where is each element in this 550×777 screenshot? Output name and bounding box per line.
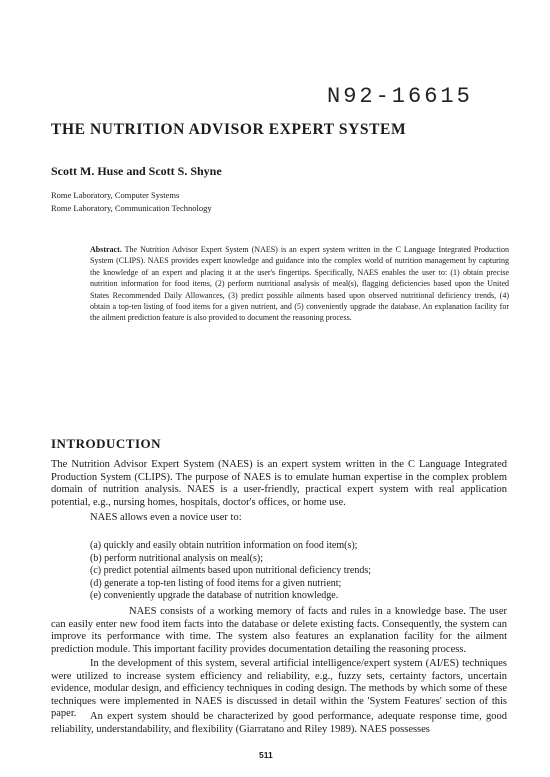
list-item: (b) perform nutritional analysis on meal(s); (90, 552, 264, 564)
list-item: (d) generate a top-ten listing of food items for a given nutrient; (90, 577, 342, 589)
intro-paragraph-5 (51, 711, 507, 736)
abstract-text: The Nutrition Advisor Expert System (NAES) is an expert system written in the C Language Integrated Production System (CLIPS). NAES provides expert knowledge and guidance into the complex world of nutrition management by capturing the knowledge of an expert and placing it at the user's fingertips. Specifically, NAES enables the user to: (1) obtain precise nutrition information for food items, (2) perform nutritional analysis of meal(s), flagging deficiencies based upon the United States Recommended Daily Allowances, (3) predict possible ailments based upon observed nutritional deficiency trends, (4) obtain a top-ten listing of food items for a given nutrient, and (5) conveniently upgrade the database. An explanation facility for the ailment prediction feature is also provided to document the reasoning process. (90, 245, 509, 323)
capabilities-list (90, 540, 510, 603)
authors: Scott M. Huse and Scott S. Shyne (51, 164, 222, 178)
affiliation-2: Rome Laboratory, Communication Technology (51, 203, 212, 213)
intro-paragraph-3-text: NAES consists of a working memory of facts and rules in a knowledge base. The user can easily enter new food item facts into the database or delete existing facts. Consequently, the system can improve its performance with time. The system also features an explanation facility for the ailment prediction module. This important facility provides documentation detailing the reasoning process. (51, 606, 507, 655)
intro-paragraph-5-text: An expert system should be characterized by good performance, adequate response time, good reliability, understandability, and flexibility (Giarratano and Riley 1989). NAES possesses (51, 711, 507, 735)
intro-paragraph-4-text: In the development of this system, several artificial intelligence/expert system (AI/ES) techniques were utilized to increase system efficiency and reliability, e.g., fuzzy sets, certainty factors, uncertain evidence, modular design, and efficiency techniques in coding design. The methods by which some of these techniques were implemented in NAES is discussed in detail within the 'System Features' section of this paper. (51, 658, 507, 719)
intro-paragraph-2: NAES allows even a novice user to: (90, 512, 242, 523)
abstract (90, 244, 509, 324)
list-item: (a) quickly and easily obtain nutrition information on food item(s); (90, 540, 358, 551)
page-number: 511 (259, 750, 273, 760)
section-heading-introduction: INTRODUCTION (51, 436, 162, 451)
intro-paragraph-1: The Nutrition Advisor Expert System (NAES) is an expert system written in the C Language Integrated Production System (CLIPS). The purpose of NAES is to emulate human expertise in the complex problem domain of nutrition analysis. NAES is a user-friendly, practical expert system with real application potential, e.g., nursing homes, hospitals, doctor's offices, or home use. (51, 459, 507, 508)
affiliation-1: Rome Laboratory, Computer Systems (51, 190, 180, 200)
paper-title: THE NUTRITION ADVISOR EXPERT SYSTEM (51, 121, 407, 138)
intro-paragraph-3 (51, 606, 507, 656)
abstract-label: Abstract. (90, 245, 122, 254)
document-number: N92-16615 (327, 84, 473, 109)
list-item: (c) predict potential ailments based upon nutritional deficiency trends; (90, 565, 372, 576)
list-item: (e) conveniently upgrade the database of nutrition knowledge. (90, 590, 339, 601)
